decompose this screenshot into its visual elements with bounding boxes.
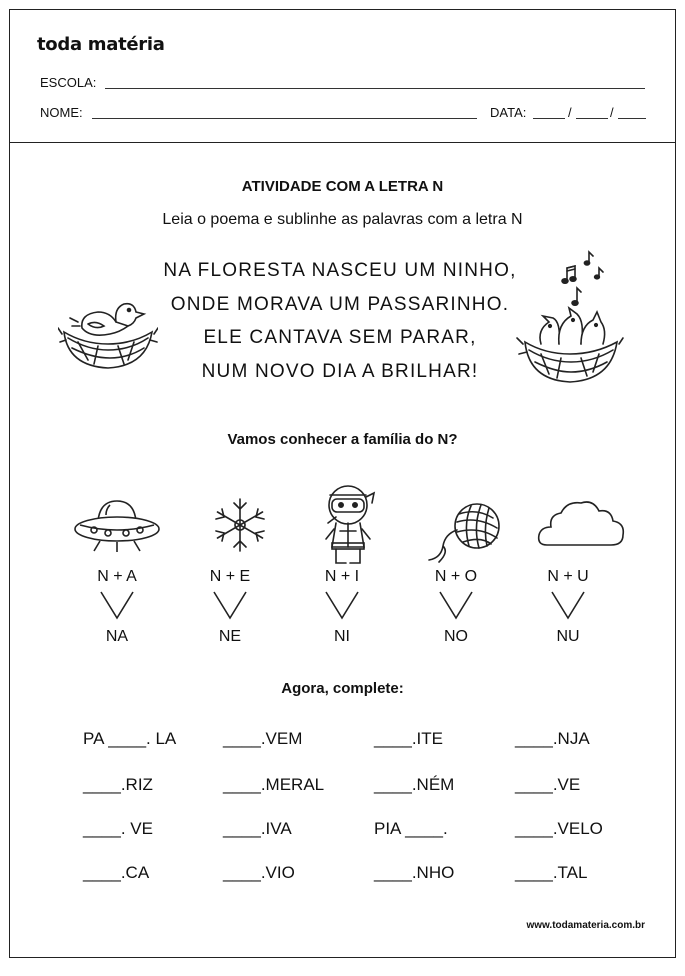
family-formula: N + O <box>434 568 478 585</box>
word-blank[interactable]: ____.IVA <box>223 819 292 838</box>
complete-title: Agora, complete: <box>281 680 404 697</box>
family-formula: N + U <box>547 568 589 585</box>
word-blank[interactable]: ____.ITE <box>374 729 443 748</box>
v-arrow-icon <box>550 590 586 620</box>
poem-line: ONDE MORAVA UM PASSARINHO. <box>170 293 510 315</box>
ninja-icon <box>318 483 378 567</box>
word-blank[interactable]: ____.VE <box>515 775 581 794</box>
family-syllable: NI <box>334 628 350 645</box>
word-blank[interactable]: ____.TAL <box>515 863 588 882</box>
poem <box>150 254 530 388</box>
snowflake-icon <box>210 495 270 555</box>
family-item <box>77 568 157 646</box>
word-blank[interactable]: ____.NÉM <box>374 775 455 794</box>
poem-line: NUM NOVO DIA A BRILHAR! <box>201 360 479 382</box>
word-blank[interactable]: ____.VEM <box>223 729 303 748</box>
word-blank[interactable]: PIA ____. <box>374 819 448 838</box>
family-syllable: NU <box>556 628 580 645</box>
yarn-ball-icon <box>425 500 505 566</box>
date-month-field[interactable] <box>576 118 608 119</box>
word-blank[interactable]: ____.RIZ <box>83 775 153 794</box>
word-blank[interactable]: ____.CA <box>83 863 150 882</box>
word-blank[interactable]: ____.NHO <box>374 863 455 882</box>
worksheet <box>9 9 676 958</box>
family-syllable: NO <box>444 628 468 645</box>
date-label: DATA: <box>490 105 527 120</box>
word-blank[interactable]: ____. VE <box>83 819 153 838</box>
date-year-field[interactable] <box>618 118 646 119</box>
cloud-icon <box>535 497 627 551</box>
word-blank[interactable]: PA ____. LA <box>83 729 177 748</box>
family-formula: N + E <box>209 568 251 585</box>
ufo-icon <box>70 495 164 555</box>
name-label: NOME: <box>40 105 83 120</box>
word-blank[interactable]: ____.VIO <box>223 863 295 882</box>
family-syllable: NE <box>218 628 242 645</box>
poem-line: ELE CANTAVA SEM PARAR, <box>203 327 477 348</box>
v-arrow-icon <box>99 590 135 620</box>
school-field[interactable] <box>105 88 645 89</box>
music-notes-icon <box>562 252 603 305</box>
date-day-field[interactable] <box>533 118 565 119</box>
footer-url: www.todamateria.com.br <box>526 920 645 931</box>
name-field[interactable] <box>92 118 477 119</box>
header-divider <box>10 142 675 143</box>
v-arrow-icon <box>212 590 248 620</box>
poem-line: NA FLORESTA NASCEU UM NINHO, <box>163 260 517 281</box>
brand-logo: toda matéria <box>37 34 165 55</box>
family-syllable: NA <box>105 628 129 645</box>
word-blank[interactable]: ____.VELO <box>515 819 603 838</box>
chicks-nest-icon <box>515 250 625 385</box>
word-blank[interactable]: ____.NJA <box>515 729 590 748</box>
v-arrow-icon <box>438 590 474 620</box>
family-item <box>190 568 270 646</box>
v-arrow-icon <box>324 590 360 620</box>
bird-nest-icon <box>58 292 158 372</box>
date-separator: / <box>568 105 572 120</box>
family-item <box>528 568 608 646</box>
date-separator: / <box>610 105 614 120</box>
word-blank[interactable]: ____.MERAL <box>223 775 325 794</box>
family-item <box>302 568 382 646</box>
activity-title: ATIVIDADE COM A LETRA N <box>241 178 444 195</box>
activity-instruction: Leia o poema e sublinhe as palavras com a letra N <box>162 211 523 228</box>
school-label: ESCOLA: <box>40 75 97 90</box>
family-title: Vamos conhecer a família do N? <box>227 431 458 448</box>
family-formula: N + I <box>324 568 360 585</box>
family-item <box>416 568 496 646</box>
family-formula: N + A <box>97 568 137 585</box>
